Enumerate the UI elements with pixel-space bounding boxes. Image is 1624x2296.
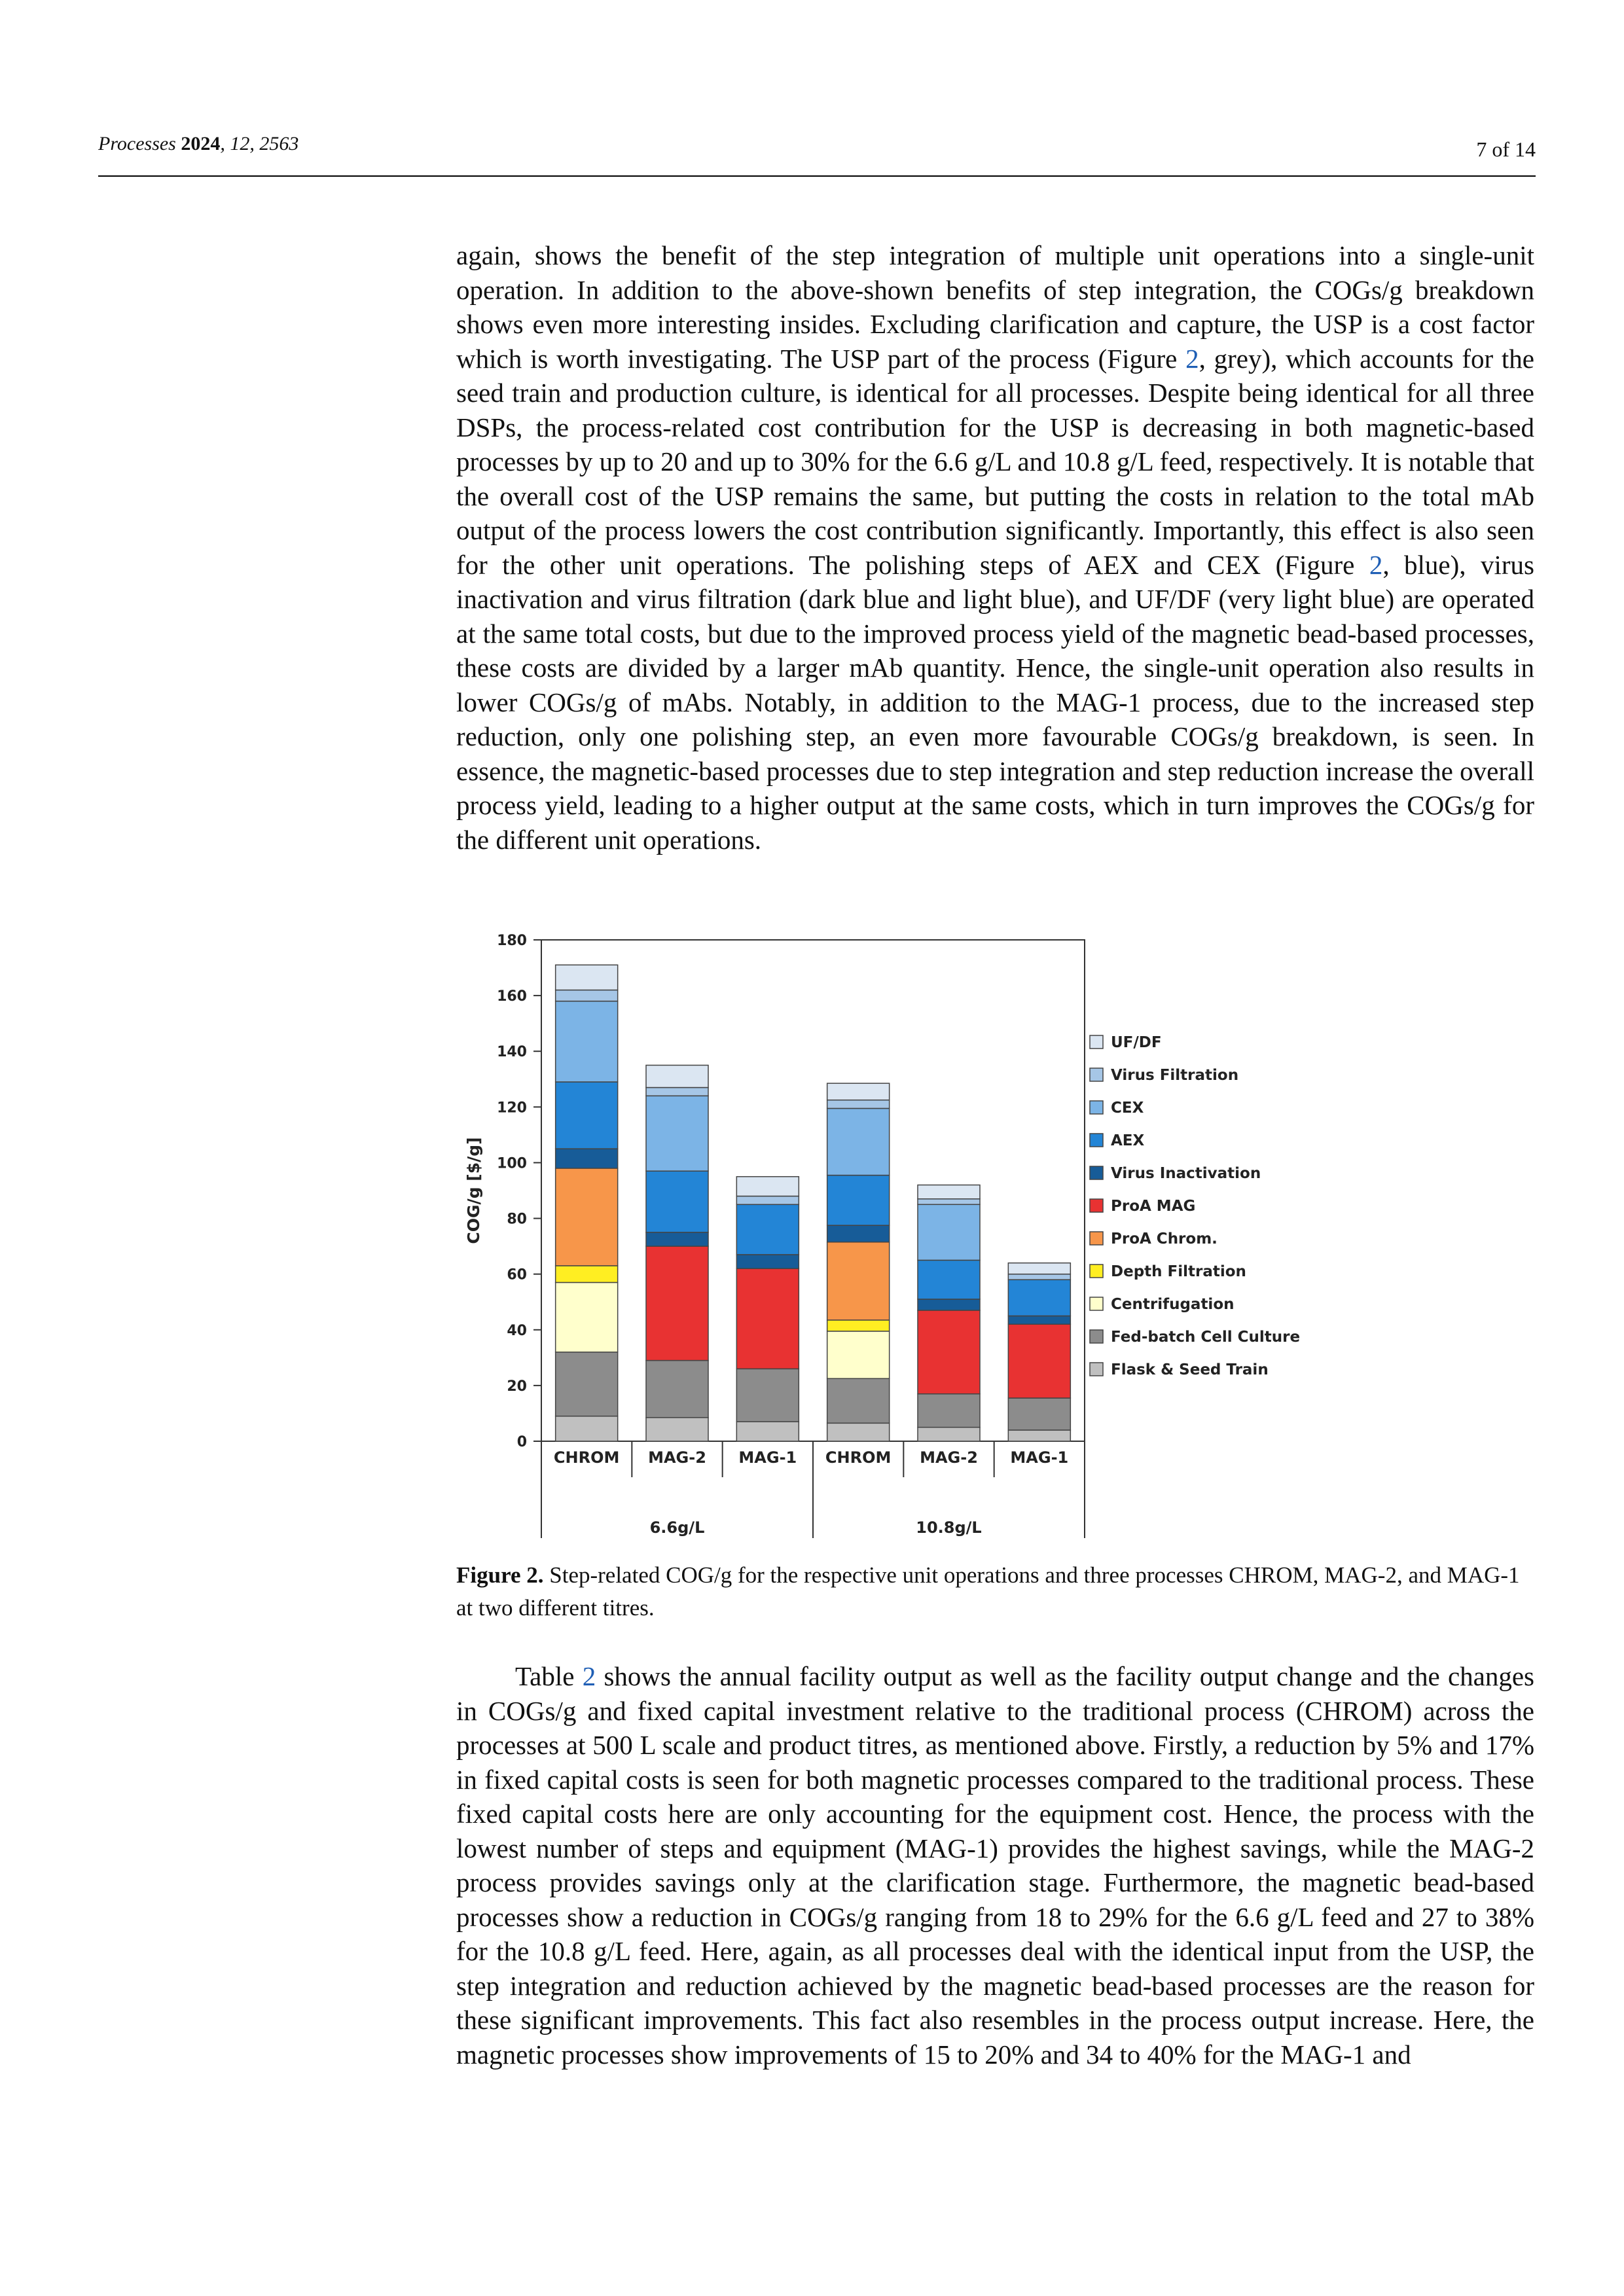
bar-segment (556, 1001, 618, 1082)
legend-swatch (1090, 1166, 1103, 1179)
bar-segment (556, 990, 618, 1001)
para1-text-a: again, shows the benefit of the step integration of multiple unit operations into a single-unit operation. In addition to the above-shown benefits of step integration, the COGs/g breakdown shows even more interesting insides. Excluding clarification and capture, the USP is a cost factor which is worth investigating. The USP part of the process (Figure (456, 240, 1534, 374)
bar-segment (827, 1225, 890, 1242)
bar-segment (736, 1369, 799, 1422)
bar-segment (827, 1100, 890, 1109)
bar-segment (827, 1331, 890, 1378)
page-number: 7 of 14 (1476, 137, 1536, 161)
journal-citation (98, 133, 298, 155)
bar-segment (1008, 1430, 1070, 1441)
y-tick-label: 60 (507, 1266, 527, 1283)
bar-segment (827, 1423, 890, 1441)
legend-label: UF/DF (1111, 1034, 1162, 1051)
legend-swatch (1090, 1330, 1103, 1343)
legend-label: Fed-batch Cell Culture (1111, 1329, 1301, 1346)
bar-segment (918, 1394, 980, 1427)
category-label: CHROM (553, 1448, 620, 1467)
y-tick-label: 180 (497, 933, 527, 949)
figure-caption-text: Step-related COG/g for the respective unit operations and three processes CHROM, MAG-2, and MAG-1 at two different titres. (456, 1562, 1520, 1621)
bar-segment (556, 1352, 618, 1416)
bar-segment (556, 1168, 618, 1266)
legend-label: Depth Filtration (1111, 1263, 1246, 1280)
y-axis-label: COG/g [$/g] (464, 1137, 483, 1244)
legend-swatch (1090, 1297, 1103, 1310)
bar-segment (827, 1378, 890, 1423)
legend-swatch (1090, 1101, 1103, 1114)
para2-text-b: shows the annual facility output as well as the facility output change and the changes in COGs/g and fixed capital investment relative to the traditional process (CHROM) across the processes at 500 L scale and product titres, as mentioned above. Firstly, a reduction by 5% and 17% in fixed capital costs is seen for both magnetic processes compared to the traditional process. These fixed capital costs here are only accounting for the equipment cost. Hence, the process with the lowest number of steps and equipment (MAG-1) provides the highest savings, while the MAG-2 process provides savings only at the clarification stage. Furthermore, the magnetic bead-based processes show a reduction in COGs/g ranging from 18 to 29% for the 6.6 g/L feed and 27 to 38% for the 10.8 g/L feed. Here, again, as all processes deal with the identical input from the USP, the step integration and reduction achieved by the magnetic bead-based processes are the reason for these significant improvements. This fact also resembles in the process output increase. Here, the magnetic processes show improvements of 15 to 20% and 34 to 40% for the MAG-1 and (456, 1661, 1534, 2070)
y-tick-label: 100 (497, 1155, 527, 1172)
legend-label: Flask & Seed Train (1111, 1361, 1269, 1378)
bar-segment (827, 1108, 890, 1175)
body-paragraph-2 (456, 1659, 1534, 2072)
bar-segment (646, 1232, 708, 1246)
bar-segment (918, 1199, 980, 1205)
table-ref-link[interactable]: 2 (582, 1661, 596, 1691)
bar-segment (556, 965, 618, 990)
legend-swatch (1090, 1199, 1103, 1212)
journal-name: Processes (98, 133, 176, 154)
bar-segment (918, 1204, 980, 1260)
legend-label: AEX (1111, 1132, 1145, 1149)
legend-label: CEX (1111, 1100, 1144, 1117)
figure-ref-link[interactable]: 2 (1369, 549, 1383, 580)
bar-segment (1008, 1324, 1070, 1398)
bar-segment (827, 1083, 890, 1100)
y-tick-label: 0 (516, 1434, 527, 1450)
legend-swatch (1090, 1035, 1103, 1049)
bar-segment (736, 1268, 799, 1369)
legend-swatch (1090, 1265, 1103, 1278)
category-label: CHROM (825, 1448, 892, 1467)
header-divider (98, 175, 1536, 177)
category-label: MAG-1 (1010, 1448, 1069, 1467)
bar-segment (556, 1416, 618, 1441)
bar-segment (556, 1266, 618, 1283)
legend-label: Virus Inactivation (1111, 1165, 1261, 1182)
y-tick-label: 80 (507, 1211, 527, 1228)
y-tick-label: 160 (497, 988, 527, 1005)
figure-2-chart (452, 923, 1322, 1538)
bar-segment (736, 1196, 799, 1205)
bar-segment (646, 1246, 708, 1360)
bar-segment (827, 1242, 890, 1320)
para1-text-b: , grey), which accounts for the seed train and production culture, is identical for all processes. Despite being identical for all three DSPs, the process-related cost contribution for the USP is decreasing in both magnetic-based processes by up to 20 and up to 30% for the 6.6 g/L and 10.8 g/L feed, respectively. It is notable that the overall cost of the USP remains the same, but putting the costs in relation to the total mAb output of the process lowers the cost contribution significantly. Importantly, this effect is also seen for the other unit operations. The polishing steps of AEX and CEX (Figure (456, 343, 1534, 580)
bar-segment (1008, 1280, 1070, 1316)
category-label: MAG-2 (648, 1448, 706, 1467)
legend-label: Virus Filtration (1111, 1067, 1239, 1084)
figure-caption (456, 1559, 1534, 1624)
bar-segment (918, 1299, 980, 1310)
legend-label: Centrifugation (1111, 1296, 1235, 1313)
legend-swatch (1090, 1232, 1103, 1245)
bar-segment (1008, 1398, 1070, 1430)
plot-frame (541, 940, 1085, 1441)
para2-text-a: Table (515, 1661, 583, 1691)
bar-segment (646, 1066, 708, 1088)
bar-segment (646, 1171, 708, 1232)
bar-segment (918, 1185, 980, 1198)
bar-segment (736, 1422, 799, 1441)
category-label: MAG-1 (738, 1448, 797, 1467)
bar-segment (736, 1177, 799, 1196)
figure-ref-link[interactable]: 2 (1185, 343, 1199, 374)
bar-segment (1008, 1316, 1070, 1325)
legend-swatch (1090, 1134, 1103, 1147)
bar-segment (1008, 1274, 1070, 1280)
group-label: 10.8g/L (916, 1518, 982, 1537)
y-tick-label: 20 (507, 1378, 527, 1395)
group-label: 6.6g/L (649, 1518, 705, 1537)
bar-segment (827, 1175, 890, 1226)
legend-swatch (1090, 1068, 1103, 1081)
legend-label: ProA Chrom. (1111, 1230, 1218, 1247)
y-tick-label: 40 (507, 1322, 527, 1339)
bar-segment (646, 1361, 708, 1418)
bar-segment (556, 1282, 618, 1352)
journal-volume: , 12, 2563 (220, 133, 299, 154)
bar-segment (646, 1088, 708, 1096)
bar-segment (556, 1149, 618, 1168)
legend-label: ProA MAG (1111, 1198, 1196, 1215)
para1-text-c: , blue), virus inactivation and virus filtration (dark blue and light blue), and UF/DF (very light blue) are operated at the same total costs, but due to the improved process yield of the magnetic bead-based processes, these costs are divided by a larger mAb quantity. Hence, the single-unit operation also results in lower COGs/g of mAbs. Notably, in addition to the MAG-1 process, due to the increased step reduction, only one polishing step, an even more favourable COGs/g breakdown, is seen. In essence, the magnetic-based processes due to step integration and step reduction increase the overall process yield, leading to a higher output at the same costs, which in turn improves the COGs/g for the different unit operations. (456, 549, 1535, 855)
bar-segment (646, 1096, 708, 1171)
bar-segment (918, 1310, 980, 1394)
bar-segment (646, 1418, 708, 1441)
bar-segment (736, 1255, 799, 1268)
category-label: MAG-2 (920, 1448, 978, 1467)
bar-segment (918, 1260, 980, 1299)
bar-segment (918, 1427, 980, 1441)
journal-year: 2024 (181, 133, 221, 154)
bar-segment (827, 1320, 890, 1331)
bar-segment (1008, 1263, 1070, 1274)
y-tick-label: 120 (497, 1100, 527, 1117)
bar-segment (736, 1204, 799, 1255)
bar-segment (556, 1082, 618, 1149)
legend-swatch (1090, 1363, 1103, 1376)
figure-label: Figure 2. (456, 1562, 544, 1588)
y-tick-label: 140 (497, 1044, 527, 1061)
body-paragraph-1 (456, 238, 1534, 857)
